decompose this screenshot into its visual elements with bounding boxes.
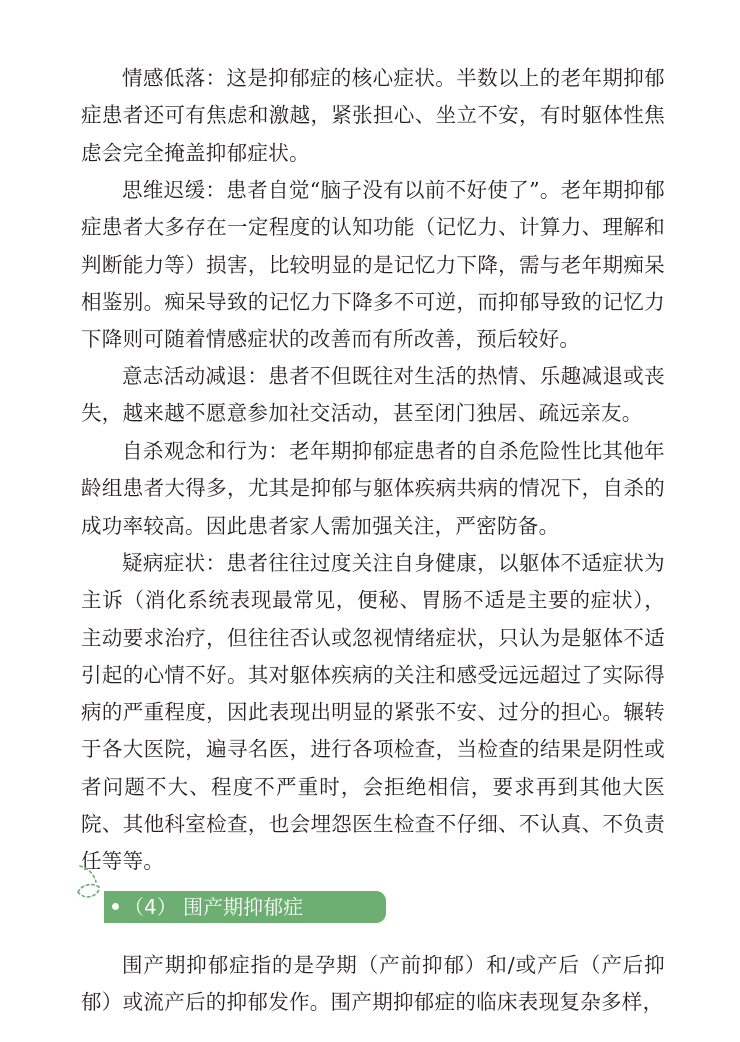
section-title-bar	[104, 891, 386, 923]
bullet-dot-icon	[112, 903, 119, 910]
section-heading	[74, 862, 394, 919]
paragraph-slow-thinking: 思维迟缓：患者自觉“脑子没有以前不好使了”。老年期抑郁症患者大多存在一定程度的认知功能（记忆力、计算力、理解和判断能力等）损害，比较明显的是记忆力下降，需与老年期痴呆相鉴别。痴呆导致的记忆力下降多不可逆，而抑郁导致的记忆力下降则可随着情感症状的改善而有所改善，预后较好。	[81, 178, 665, 352]
paragraph-suicidal-ideation: 自杀观念和行为：老年期抑郁症患者的自杀危险性比其他年龄组患者大得多，尤其是抑郁与躯体疾病共病的情况下，自杀的成功率较高。因此患者家人需加强关注，严密防备。	[81, 439, 665, 538]
paragraph-emotional-low: 情感低落：这是抑郁症的核心症状。半数以上的老年期抑郁症患者还可有焦虑和激越，紧张担心、坐立不安，有时躯体性焦虑会完全掩盖抑郁症状。	[81, 66, 665, 165]
paragraph-perinatal-depression: 围产期抑郁症指的是孕期（产前抑郁）和/或产后（产后抑郁）或流产后的抑郁发作。围产期抑郁症的临床表现复杂多样，	[81, 953, 665, 1015]
paragraph-reduced-volition: 意志活动减退：患者不但既往对生活的热情、乐趣减退或丧失，越来越不愿意参加社交活动，甚至闭门独居、疏远亲友。	[81, 364, 665, 426]
paragraph-hypochondria: 疑病症状：患者往往过度关注自身健康，以躯体不适症状为主诉（消化系统表现最常见，便秘、胃肠不适是主要的症状），主动要求治疗，但往往否认或忽视情绪症状，只认为是躯体不适引起的心情不好。其对躯体疾病的关注和感受远远超过了实际得病的严重程度，因此表现出明显的紧张不安、过分的担心。辗转于各大医院，遍寻名医，进行各项检查，当检查的结果是阴性或者问题不大、程度不严重时，会拒绝相信，要求再到其他大医院、其他科室检查，也会埋怨医生检查不仔细、不认真、不负责任等等。	[81, 551, 665, 874]
section-title: （4） 围产期抑郁症	[124, 895, 304, 919]
